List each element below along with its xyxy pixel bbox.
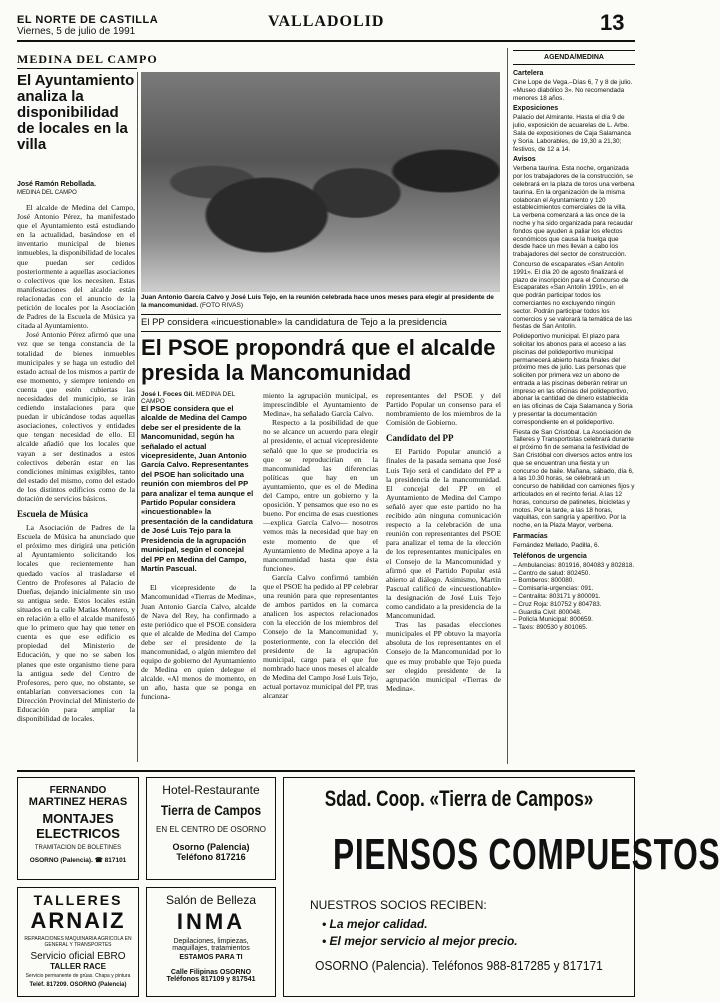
paragraph: García Calvo confirmó también que el PSOE ha pedido al PP celebrar una reunión para que representantes de ambos partidos en la comarca analicen los aspectos relacionados con la elección de los miembros del Consejo de la Mancomunidad y, posteriormente, con la elección del presidente de la agrupación municipal, cargo para el que fue nombrado hace unos meses el alcalde de Medina del Campo José Luis Tejo, actual portavoz municipal del PP, tras alcanzar (263, 572, 378, 701)
ad-line: FERNANDO (49, 785, 107, 796)
ad-hotel-restaurante (146, 777, 276, 880)
page-number: 13 (600, 10, 625, 35)
photo-caption (141, 294, 501, 310)
agenda-item: – Comisaría-urgencias: 091. (513, 585, 594, 593)
caption-text: Juan Antonio García Calvo y José Luis Tejo, en la reunión celebrada hace unos meses para elegir al presidente de la mancomunidad. (141, 294, 494, 309)
agenda-rule (513, 64, 635, 65)
left-story-body (17, 203, 135, 763)
ad-line: • El mejor servicio al mejor precio. (322, 934, 518, 948)
ad-montajes-electricos (17, 777, 139, 880)
left-byline: José Ramón Rebollada. (17, 181, 96, 188)
paragraph: La Asociación de Padres de la Escuela de Música ha anunciado que el próximo mes dirigirá una petición al Ayuntamiento solicitando los locales que recientemente han quedado vacíos al trasladarse el Centro de Profesores al Palacio de Dueñas, dejando inicialmente sin uso su antigua sede. Estos locales están situados en la calle Matías Montero, y en relación a ello el alcalde manifestó que lo primero que hay que tener en cuenta es que ese edificio es propiedad del Ministerio de Educación, y que no se saben los planes que este organismo tiene para la antigua sede del Centro de Profesores, pero que, no obstante, se entablarían conversaciones con la Dirección Provincial del Ministerio de Educación para ampliar la disponibilidad de locales. (17, 523, 135, 724)
agenda-item: Concurso de escaparates «San Antolín 1991». El día 20 de agosto finalizará el plazo de inscripción para el Concurso de Escaparates «San Antolín 1991», en el que podrán participar todos los comerciantes no excluyendo ningún sector. Podrán participar todos los comercios y se valorará la temática de las fiestas de San Antolín. (513, 260, 632, 331)
lead-paragraph: El PSOE considera que el alcalde de Medina del Campo debe ser el presidente de la Mancomunidad, según ha señalado el actual vicepresidente, Juan Antonio García Calvo. Representantes del PSOE han solicitado una reunión con miembros del PP para analizar el tema aunque el Partido Popular considera «incuestionable» la presentación de la candidatura de José Luis Tejo para la Presidencia de la agrupación municipal, según el concejal del PP en Medina del Campo, Martín Pascual. (141, 404, 254, 573)
agenda-item: – Guardia Civil: 800048. (513, 608, 582, 616)
agenda-item: – Ambulancias: 801916, 804083 y 802818. (513, 561, 635, 569)
left-headline: El Ayuntamiento analiza la disponibilidad de locales en la villa (17, 72, 135, 153)
paragraph: El alcalde de Medina del Campo, José Antonio Pérez, ha manifestado que el Ayuntamiento está estudiando en la actualidad, basándose en el inventario municipal de bienes inmuebles, la disponibilidad de locales que puedan ser cedidos posteriormente a aquellas asociaciones o colectivos que los necesiten. Estas manifestaciones del alcalde están relacionadas con el anuncio de la petición de locales por la Asociación de Padres de la Escuela de Música ya citada al Ayuntamiento. (17, 203, 135, 331)
ad-line: INMA (176, 909, 246, 934)
main-headline: El PSOE propondrá que el alcalde presida la Mancomunidad (141, 335, 496, 385)
ad-line: Teléf. 817209. OSORNO (Palencia) (29, 982, 127, 988)
ad-line: ELECTRICOS (36, 826, 120, 841)
ad-line: Osorno (Palencia) (172, 842, 250, 852)
agenda-body (513, 67, 635, 764)
main-byline (141, 391, 256, 405)
agenda-title: AGENDA/MEDINA (544, 54, 604, 61)
meeting-photo (141, 72, 500, 292)
agenda-section-title: Avisos (513, 156, 536, 164)
agenda-section-title: Teléfonos de urgencia (513, 552, 587, 560)
col3-subhead: Candidato del PP (386, 433, 454, 444)
agenda-item: – Centralita: 803171 y 800091. (513, 593, 601, 601)
ad-line: Calle Filipinas OSORNO (170, 969, 252, 976)
ad-line: Depilaciones, limpiezas, maquillajes, tratamientos (172, 938, 250, 952)
left-subhead: Escuela de Música (17, 509, 88, 520)
ad-line: Servicio oficial EBRO (30, 951, 126, 962)
paragraph: El vicepresidente de la Mancomunidad «Tierras de Medina», Juan Antonio García Calvo, alcalde de Nava del Rey, ha confirmado a este periódico que el PSOE considera que el alcalde de Medina del Campo debe ser el presidente de la mancomunidad, o algún miembro del equipo de gobierno del Ayuntamiento de Medina en quien delegue el alcalde. «Al menos de momento, en un año, hasta que se ponga en funciona- (141, 583, 256, 702)
agenda-section-title: Cartelera (513, 70, 544, 77)
ad-line: NUESTROS SOCIOS RECIBEN: (310, 898, 487, 912)
ad-line: ARNAIZ (30, 908, 126, 933)
photo-credit: (FOTO RIVAS) (199, 302, 243, 309)
agenda-item: Verbena taurina. Esta noche, organizada por los trabajadores de la construcción, se celebrará en la plaza de toros una verbena taurina. En la organización de la misma colaboran el Ayuntamiento y 120 establecimientos comerciales de la villa. La verbena comenzará a las once de la noche y ha sido organizada para recaudar fondos que ayuden a paliar los efectos económicos que causa la huelga que desde hace un mes llevan a cabo los trabajadores del sector de construcción. (513, 165, 635, 259)
ad-line: TALLER RACE (50, 962, 106, 971)
agenda-section-title: Farmacias (513, 533, 548, 541)
header-rule (17, 40, 635, 42)
ad-line: Servicio permanente de grúas. Chapa y pintura (25, 973, 131, 979)
ad-line: ESTAMOS PARA TI (179, 954, 243, 961)
ad-line: MONTAJES (42, 811, 114, 826)
ad-line: OSORNO (Palencia). ☎ 817101 (29, 857, 127, 864)
ad-line: OSORNO (Palencia). Teléfonos 988-817285 y 817171 (315, 958, 603, 973)
agenda-divider (507, 48, 508, 764)
ad-line: TALLERES (33, 892, 123, 908)
column-divider (137, 72, 138, 762)
issue-date: Viernes, 5 de julio de 1991 (17, 26, 136, 37)
ad-line: Teléfono 817216 (176, 852, 246, 862)
agenda-item: – Centro de salud: 802450. (513, 569, 591, 577)
paragraph: Tras las pasadas elecciones municipales el PP obtuvo la mayoría absoluta de los representantes en el Consejo de la Mancomunidad por lo que es muy probable que Tejo pueda ser elegido presidente de la agrupación municipal «Tierras de Medina». (386, 620, 501, 693)
ad-line: Sdad. Coop. «Tierra de Campos» (324, 786, 594, 811)
paragraph: representantes del PSOE y del Partido Popular un consenso para el nombramiento de los miembros de la Comisión de Gobierno. (386, 391, 501, 428)
agenda-item: Cine Lope de Vega.–Días 6, 7 y 8 de julio. «Museo diabólico 3». No recomendada menores 18 años. (513, 79, 633, 102)
agenda-item: – Policía Municipal: 800659. (513, 616, 593, 624)
agenda-item: Fernández Mellado, Padilla, 6. (513, 542, 600, 550)
agenda-item: – Bomberos: 800080. (513, 577, 575, 585)
left-byline-place: MEDINA DEL CAMPO (17, 190, 77, 196)
main-col1-body (141, 583, 256, 701)
section-title: VALLADOLID (268, 13, 385, 30)
ad-piensos-compuestos (283, 777, 720, 997)
byline-author: José I. Foces Gil. (141, 391, 195, 398)
main-col-3 (386, 391, 501, 764)
ad-line: Teléfonos 817109 y 817541 (166, 976, 256, 983)
main-col-1 (141, 404, 256, 764)
ad-line: Tierra de Campos (160, 802, 262, 818)
main-col-2 (263, 391, 378, 764)
agenda-item: Palacio del Almirante. Hasta el día 9 de julio, exposición de acuarelas de L. Arbe. Sala de exposiciones de Caja Salamanca y Soria. Laborables, de 19,30 a 21,30; festivos, de 12 a 14. (513, 114, 631, 153)
related-rule (141, 314, 501, 315)
ad-line: REPARACIONES MAQUINARIA AGRICOLA EN GENERAL Y TRANSPORTES (24, 936, 132, 948)
newspaper-name: EL NORTE DE CASTILLA (17, 14, 159, 26)
ad-line: TRAMITACION DE BOLETINES (34, 845, 122, 851)
ad-salon-belleza (146, 887, 276, 997)
paragraph: miento la agrupación municipal, es imprescindible el Ayuntamiento de Medina», ha señalado García Calvo. (263, 391, 378, 419)
paragraph: Respecto a la posibilidad de que no se alcance un acuerdo para elegir al presidente, el actual vicepresidente señaló que lo que se produciría es que se reproducirían en la mancomunidad las diferencias políticas que hay en un ayuntamiento, que es el de Medina del Campo, entre un gobierno y la oposición. Y pensamos que eso no es bueno. Por encima de esas cuestiones —explica García Calvo— nosotros vemos más la necesidad que hay en este momento de que el Ayuntamiento de Medina apoye a la mancomunidad hasta que ésta funcione». (263, 418, 378, 573)
ad-line: MARTINEZ HERAS (28, 796, 128, 808)
related-rule-bottom (141, 331, 501, 332)
ad-line: EN EL CENTRO DE OSORNO (156, 825, 266, 834)
ad-line: • La mejor calidad. (322, 917, 428, 931)
related-headline: El PP considera «incuestionable» la candidatura de Tejo a la presidencia (141, 317, 447, 328)
ad-bullet-text: La mejor calidad. (329, 917, 428, 931)
agenda-item: – Cruz Roja: 810752 y 804783. (513, 600, 602, 608)
ad-line: Hotel-Restaurante (162, 783, 260, 797)
ad-line: Salón de Belleza (165, 893, 257, 907)
ad-talleres-arnaiz (17, 887, 139, 997)
agenda-item: – Taxis: 890530 y 801065. (513, 624, 588, 632)
agenda-item: Polideportivo municipal. El plazo para solicitar los abonos para el acceso a las piscinas del polideportivo municipal permanecerá abierto hasta finales del próximo mes de julio. Las personas que soliciten por primera vez un abono de entrada a las piscinas deberán retirar un impreso en las oficinas del polideportivo, abonar la cantidad de dinero establecida en las oficinas de Caja Salamanca y Soria y presentar la documentación correspondiente en el polideportivo. (513, 333, 633, 426)
ads-rule (17, 770, 635, 772)
agenda-rule-top (513, 50, 635, 51)
kicker-rule (17, 68, 137, 69)
paragraph: El Partido Popular anunció a finales de la pasada semana que José Luis Tejo será el candidato del PP a la presidencia de la mancomunidad. El concejal del PP en el Ayuntamiento de Medina del Campo señaló ayer que este partido no ha recibido aún ninguna comunicación respecto a la celebración de una reunión con representantes del PSOE para analizar el tema de la elección de los representantes municipales en el Consejo de la Mancomunidad y afirmó que el Partido Popular está abierto al diálogo. Asimismo, Martín Pascual calificó de «incuestionable» la designación de José Luis Tejo como candidato a la presidencia de la Mancomunidad. (386, 447, 501, 621)
byline-place: MEDINA DEL CAMPO (141, 391, 236, 405)
agenda-section-title: Exposiciones (513, 105, 559, 113)
agenda-item: Fiesta de San Cristóbal. La Asociación de Talleres y Transportistas celebrará durante el próximo fin de semana la festividad de San Cristóbal con diversos actos entre los que se encuentran una fiesta y un concurso de baile. Mañana, sábado, día 6, a las 10.30 horas, se celebrará un concurso de habilidad con camiones fijos y articulados en el recinto ferial. A las 12 horas, concurso de patinetes, bicicletas y motos. Por la tarde, a las 18 horas, vaquillas, con sangría y aperitivo. Por la noche, en la Plaza Mayor, verbena. (513, 428, 635, 530)
story-kicker: MEDINA DEL CAMPO (17, 52, 158, 66)
paragraph: José Antonio Pérez afirmó que una vez que se tenga constancia de la totalidad de bienes inmuebles municipales y se haga un estudio del estado actual de los mismos a partir de ese momento, y siempre teniendo en cuenta que estén cubiertas las necesidades del municipio, se irán cediendo instalaciones para que puedan ir ubicándose todas aquellas asociaciones, colectivos y entidades que tengan necesidad de ello. El alcalde añadió que los locales que vayan a ser destinados a estos colectivos deberán estar en las condiciones mínimas exigibles, tanto del estado del mismo, como del estado de los distintos edificios como de la dotación de servicios básicos. (17, 330, 135, 503)
ad-line: PIENSOS COMPUESTOS (333, 830, 720, 879)
ad-bullet-text: El mejor servicio al mejor precio. (329, 934, 518, 948)
